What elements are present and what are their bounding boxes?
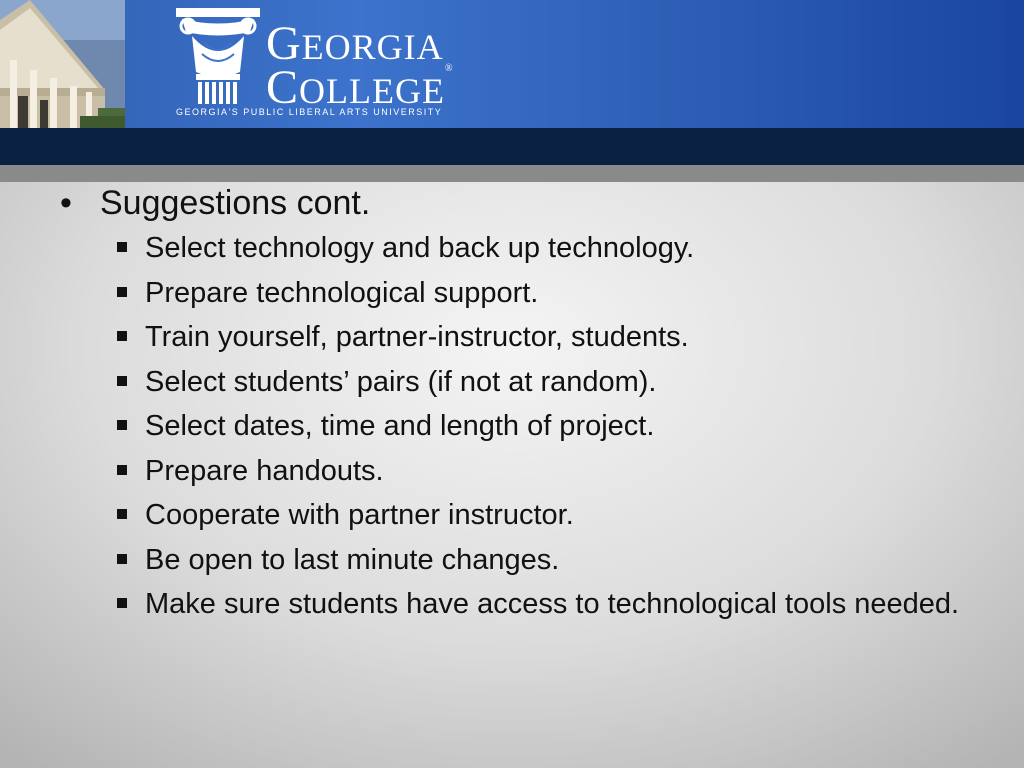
- list-item: Train yourself, partner-instructor, students.: [60, 320, 1000, 354]
- square-bullet-icon: [117, 242, 127, 252]
- square-bullet-icon: [117, 598, 127, 608]
- list-item: Select technology and back up technology.: [60, 231, 1000, 265]
- list-item: Select dates, time and length of project.: [60, 409, 1000, 443]
- square-bullet-icon: [117, 376, 127, 386]
- round-bullet-icon: •: [60, 184, 72, 222]
- header-gray-bar: [0, 165, 1024, 182]
- list-item: Make sure students have access to technological tools needed.: [60, 587, 1000, 621]
- heading-text: Suggestions cont.: [100, 184, 371, 222]
- bullet-heading: [60, 183, 1000, 223]
- square-bullet-icon: [117, 554, 127, 564]
- square-bullet-icon: [117, 287, 127, 297]
- square-bullet-icon: [117, 509, 127, 519]
- square-bullet-icon: [117, 331, 127, 341]
- suggestions-list: [60, 231, 1000, 621]
- building-photo: [0, 0, 125, 128]
- header-navy-bar: [0, 128, 1024, 165]
- header-banner: [0, 0, 1024, 128]
- column-capital-icon: [174, 6, 262, 104]
- georgia-college-logo: [174, 6, 484, 122]
- list-item: Select students’ pairs (if not at random).: [60, 365, 1000, 399]
- list-item: Be open to last minute changes.: [60, 543, 1000, 577]
- list-item: Prepare technological support.: [60, 276, 1000, 310]
- logo-tagline: GEORGIA'S PUBLIC LIBERAL ARTS UNIVERSITY: [176, 107, 443, 117]
- list-item: Cooperate with partner instructor.: [60, 498, 1000, 532]
- logo-word-college: COLLEGE®: [266, 61, 454, 114]
- list-item: Prepare handouts.: [60, 454, 1000, 488]
- square-bullet-icon: [117, 465, 127, 475]
- square-bullet-icon: [117, 420, 127, 430]
- logo-word-georgia: GEORGIA: [266, 17, 444, 70]
- slide-content: [60, 183, 1000, 632]
